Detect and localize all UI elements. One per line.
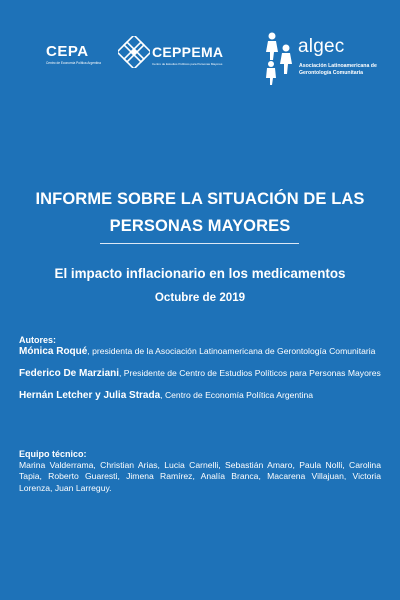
ceppema-logo-subtitle: Centro de Estudios Políticos para Personas Mayores — [152, 62, 223, 66]
author-role: , Presidente de Centro de Estudios Políticos para Personas Mayores — [119, 368, 381, 379]
report-subtitle: El impacto inflacionario en los medicamentos — [54, 266, 346, 281]
author-name: Mónica Roqué — [19, 346, 88, 358]
ceppema-emblem-icon — [118, 36, 150, 68]
author-name: Hernán Letcher y Julia Strada — [19, 389, 161, 401]
algec-logo-subtitle: Asociación Latinoamericana de Gerontología Comunitaria — [299, 63, 377, 76]
author-entry — [19, 346, 389, 357]
algec-logo-name: algec — [298, 36, 345, 57]
technical-team-section — [19, 449, 381, 494]
logo-bar — [0, 30, 400, 90]
cepa-logo-subtitle: Centro de Economía Política Argentina — [46, 61, 101, 65]
authors-heading: Autores: — [19, 335, 57, 345]
author-entry — [19, 368, 389, 379]
cepa-logo — [46, 44, 102, 65]
technical-team-heading: Equipo técnico: — [19, 449, 87, 459]
report-title-line-1: INFORME SOBRE LA SITUACIÓN DE LAS — [35, 190, 365, 208]
algec-logo — [262, 30, 382, 86]
technical-team-members: Marina Valderrama, Christian Arias, Lucia Carnelli, Sebastián Amaro, Paula Nolli, Carolina Tapia, Roberto Guaresti, Jimena Ramírez, Analía Branca, Macarena Villajuan, Victoria Lorenza, Juan Larreguy. — [19, 460, 381, 493]
author-name: Federico De Marziani — [19, 368, 120, 380]
report-title-line-2: PERSONAS MAYORES — [109, 217, 291, 235]
report-date: Octubre de 2019 — [154, 291, 246, 304]
report-title — [20, 186, 380, 240]
author-role: , Centro de Economía Política Argentina — [160, 389, 314, 400]
authors-section — [19, 335, 389, 401]
algec-figures-icon — [262, 30, 296, 86]
author-entry — [19, 390, 389, 401]
title-divider — [100, 243, 299, 244]
author-role: , presidenta de la Asociación Latinoamericana de Gerontología Comunitaria — [87, 346, 376, 357]
cepa-logo-name: CEPA — [46, 43, 89, 60]
ceppema-logo-name: CEPPEMA — [152, 44, 224, 60]
